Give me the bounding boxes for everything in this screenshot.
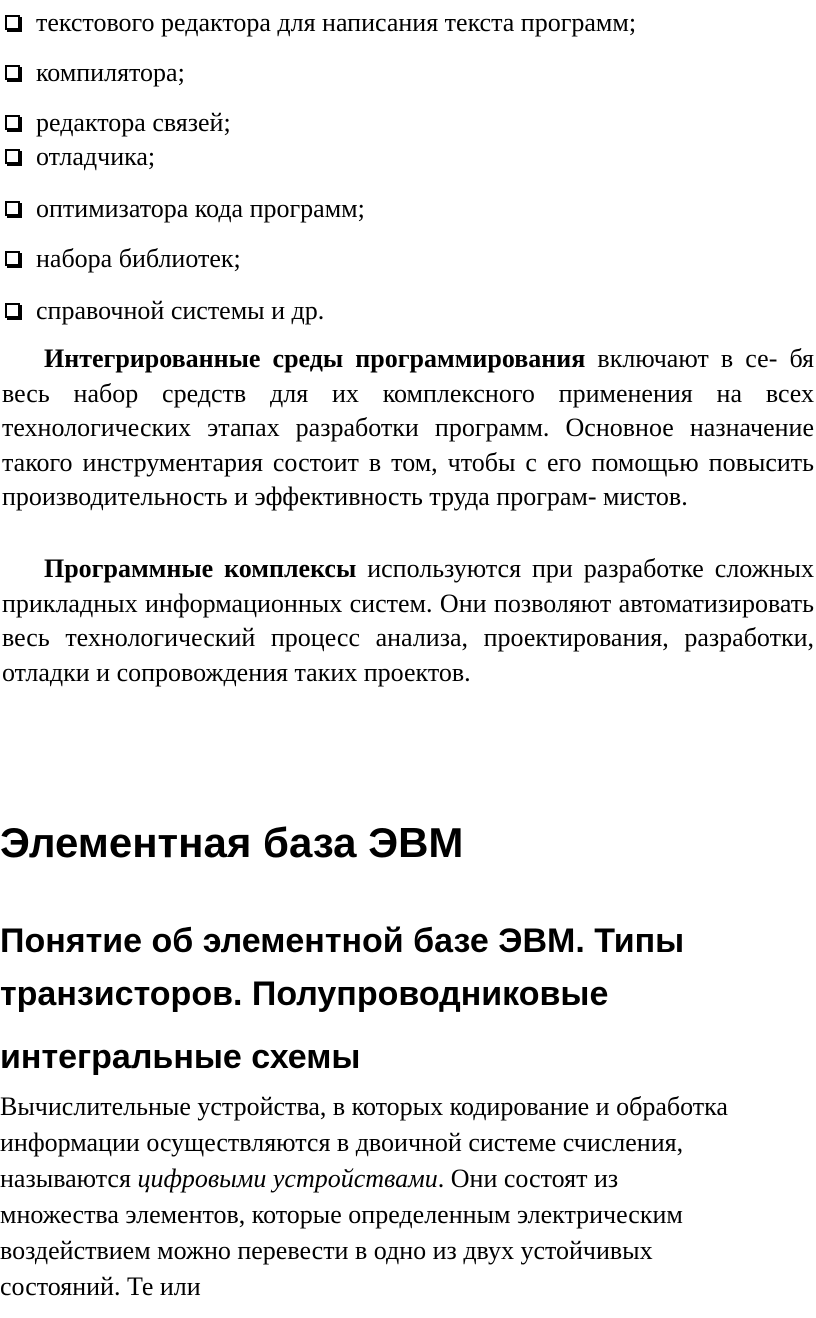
text-line: информации осуществляются в двоичной системе счисления, <box>0 1128 684 1157</box>
list-item <box>0 294 324 328</box>
list-item-text: набора библиотек; <box>36 244 241 273</box>
list-item <box>0 192 365 226</box>
subsection-heading-line: интегральные схемы <box>0 1038 361 1076</box>
list-item-text: справочной системы и др. <box>36 296 325 325</box>
list-item-text: оптимизатора кода программ; <box>36 194 365 223</box>
list-item-text: текстового редактора для написания текста программ; <box>36 8 637 37</box>
paragraph-digital-devices <box>0 1089 816 1305</box>
list-item <box>0 56 185 90</box>
text-fragment: . Они состоят из <box>437 1164 619 1193</box>
checkbox-bullet-icon <box>5 15 20 30</box>
paragraph-text: используются при разработке сложных прикладных информационных систем. Они позволяют автоматизировать весь технологический процесс анализа, проектирования, разработки, отладки и сопровождения таких проектов. <box>2 554 814 687</box>
list-item <box>0 242 241 276</box>
subsection-heading <box>0 915 816 1084</box>
list-item <box>0 140 155 174</box>
list-item-text: отладчика; <box>36 142 156 171</box>
section-heading: Элементная база ЭВМ <box>0 819 464 866</box>
paragraph-text: включают в се- бя весь набор средств для их комплексного применения на всех технологических этапах разработки программ. Основное назначение такого инструментария состоит в том, чтобы с его помощью повысить производительность и эффективность труда програм- мистов. <box>2 344 815 511</box>
paragraph-software-complexes <box>2 552 814 690</box>
list-item <box>0 106 231 140</box>
list-item <box>0 6 636 40</box>
subsection-heading-line: Понятие об элементной базе ЭВМ. Типы <box>0 922 685 960</box>
checkbox-bullet-icon <box>5 303 20 318</box>
term-ides: Интегрированные среды программирования <box>44 344 586 373</box>
term-software-complexes: Программные комплексы <box>44 554 357 583</box>
checkbox-bullet-icon <box>5 115 20 130</box>
checkbox-bullet-icon <box>5 149 20 164</box>
checkbox-bullet-icon <box>5 201 20 216</box>
text-line: воздействием можно перевести в одно из двух устойчивых <box>0 1236 653 1265</box>
list-item-text: редактора связей; <box>36 108 231 137</box>
subsection-heading-line: транзисторов. Полупроводниковые <box>0 975 609 1013</box>
term-digital-devices: цифровыми устройствами <box>137 1164 438 1193</box>
checkbox-bullet-icon <box>5 251 20 266</box>
text-fragment: называются <box>0 1164 138 1193</box>
text-line: множества элементов, которые определенным электрическим <box>0 1200 683 1229</box>
text-line: Вычислительные устройства, в которых кодирование и обработка <box>0 1092 728 1121</box>
text-line: состояний. Те или <box>0 1272 201 1301</box>
paragraph-ides <box>2 342 814 515</box>
checkbox-bullet-icon <box>5 65 20 80</box>
list-item-text: компилятора; <box>36 58 185 87</box>
text-line <box>0 1161 816 1197</box>
